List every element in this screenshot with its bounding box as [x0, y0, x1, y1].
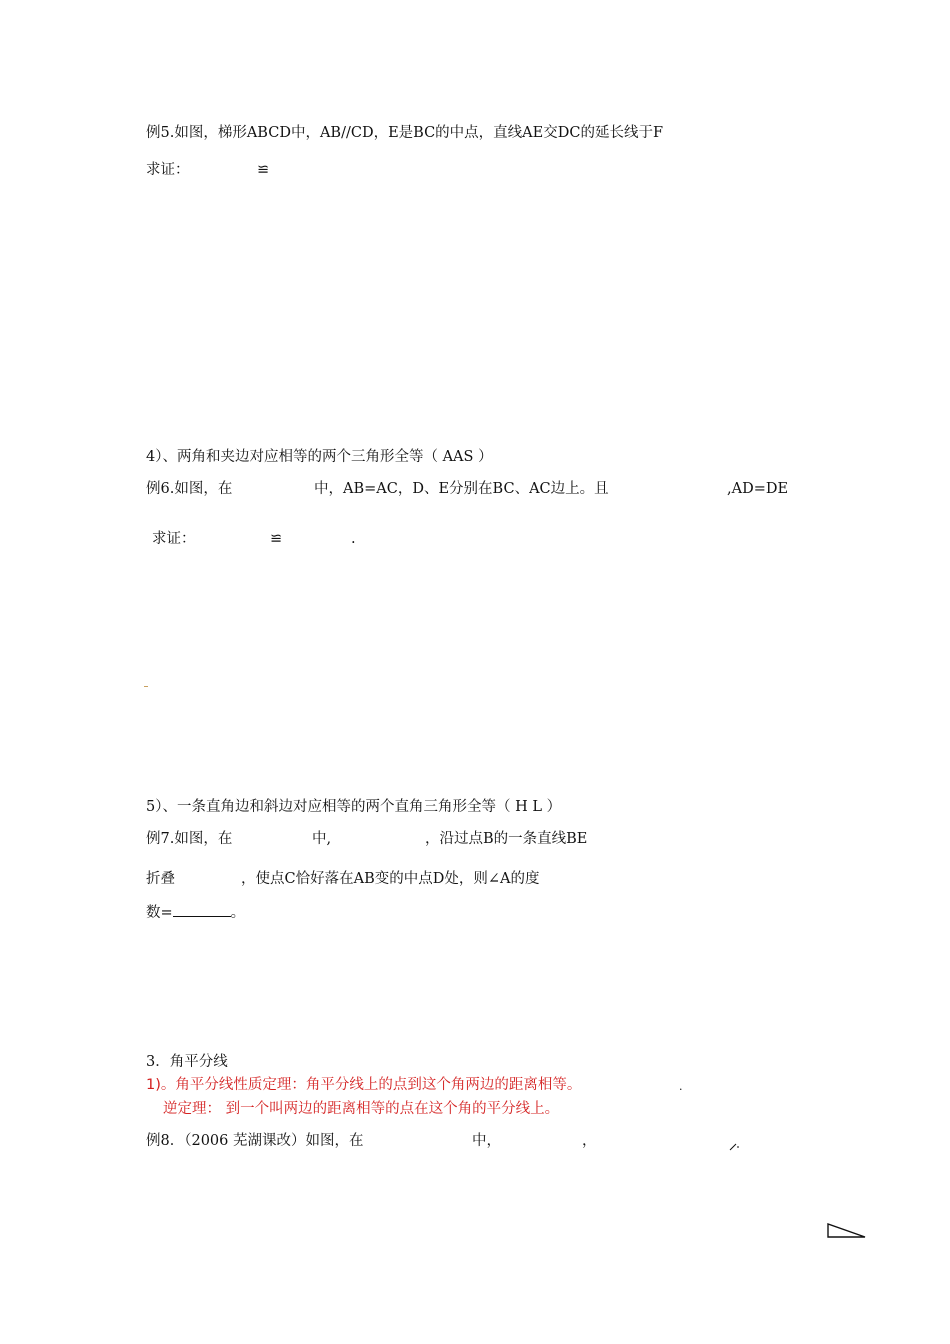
ex8-statement-part3: ， — [582, 1133, 597, 1149]
ex7-statement-part4: 折叠 — [146, 871, 175, 887]
ex7-statement-part2: 中, — [312, 831, 332, 847]
ex8-statement-part2: 中， — [472, 1133, 501, 1149]
ex7-answer-end: 。 — [230, 905, 246, 921]
section-5-heading: 5）、一条直角边和斜边对应相等的两个直角三角形全等（ H L ） — [146, 799, 562, 815]
ex6-prove-label: 求证： — [152, 531, 196, 547]
answer-blank — [173, 902, 231, 917]
ex5-statement: 例5.如图，梯形ABCD中，AB//CD，E是BC的中点，直线AE交DC的延长线于F — [146, 125, 664, 141]
ex7-statement-part5: ，使点C恰好落在AB变的中点D处，则∠A的度 — [241, 871, 540, 887]
section-3-heading: 3．角平分线 — [146, 1054, 228, 1070]
section-4-heading: 4）、两角和夹边对应相等的两个三角形全等（ AAS ） — [146, 449, 493, 465]
stray-tick-mark — [728, 1138, 742, 1152]
ex6-congruent-symbol: ≌ — [270, 531, 283, 547]
ex8-statement-part1: 例8．（2006 芜湖课改）如图，在 — [146, 1133, 364, 1149]
ex7-answer-label: 数= — [146, 905, 173, 921]
ex6-period: . — [351, 531, 356, 547]
ex6-statement-part1: 例6.如图，在 — [146, 481, 233, 497]
ex6-statement-part2: 中，AB=AC，D、E分别在BC、AC边上。且 — [314, 481, 609, 497]
ex7-answer-line — [146, 902, 245, 922]
ex5-congruent-symbol: ≌ — [257, 162, 270, 178]
triangle-figure — [826, 1222, 868, 1240]
bisector-converse: 逆定理： 到一个叫两边的距离相等的点在这个角的平分线上。 — [163, 1101, 560, 1117]
ex7-statement-part1: 例7.如图，在 — [146, 831, 233, 847]
stray-dot: . — [679, 1080, 683, 1093]
bisector-theorem: 1)。角平分线性质定理：角平分线上的点到这个角两边的距离相等。 — [146, 1077, 582, 1093]
stray-mark — [144, 686, 148, 687]
ex5-prove-label: 求证： — [146, 162, 190, 178]
ex7-statement-part3: ，沿过点B的一条直线BE — [425, 831, 588, 847]
ex6-statement-part3: ,AD=DE — [727, 481, 789, 497]
